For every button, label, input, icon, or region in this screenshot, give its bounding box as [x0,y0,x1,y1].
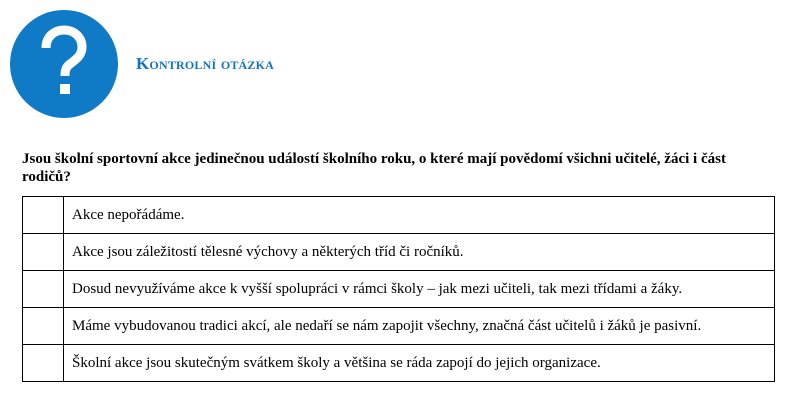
answer-checkbox-cell[interactable] [23,308,64,345]
section-title: Kontrolní otázka [136,54,275,73]
answer-table [22,196,775,382]
question-text: Jsou školní sportovní akce jedinečnou událostí školního roku, o které mají povědomí všichni učitelé, žáci i část rodičů? [22,151,726,185]
answer-checkbox-cell[interactable] [23,234,64,271]
answer-checkbox-cell[interactable] [23,271,64,308]
answer-option: Školní akce jsou skutečným svátkem školy a většina se ráda zapojí do jejich organizace. [64,345,775,382]
answer-option: Akce nepořádáme. [64,197,775,234]
answer-option: Dosud nevyužíváme akce k vyšší spolupráci v rámci školy – jak mezi učiteli, tak mezi třídami a žáky. [64,271,775,308]
question-mark-icon [10,10,118,118]
answer-option: Akce jsou záležitostí tělesné výchovy a některých tříd či ročníků. [64,234,775,271]
answer-checkbox-cell[interactable] [23,345,64,382]
answer-row [23,197,775,234]
answer-row [23,234,775,271]
answer-option: Máme vybudovanou tradici akcí, ale nedaří se nám zapojit všechny, značná část učitelů i žáků je pasivní. [64,308,775,345]
answer-row [23,308,775,345]
answer-row [23,345,775,382]
answer-checkbox-cell[interactable] [23,197,64,234]
answer-row [23,271,775,308]
